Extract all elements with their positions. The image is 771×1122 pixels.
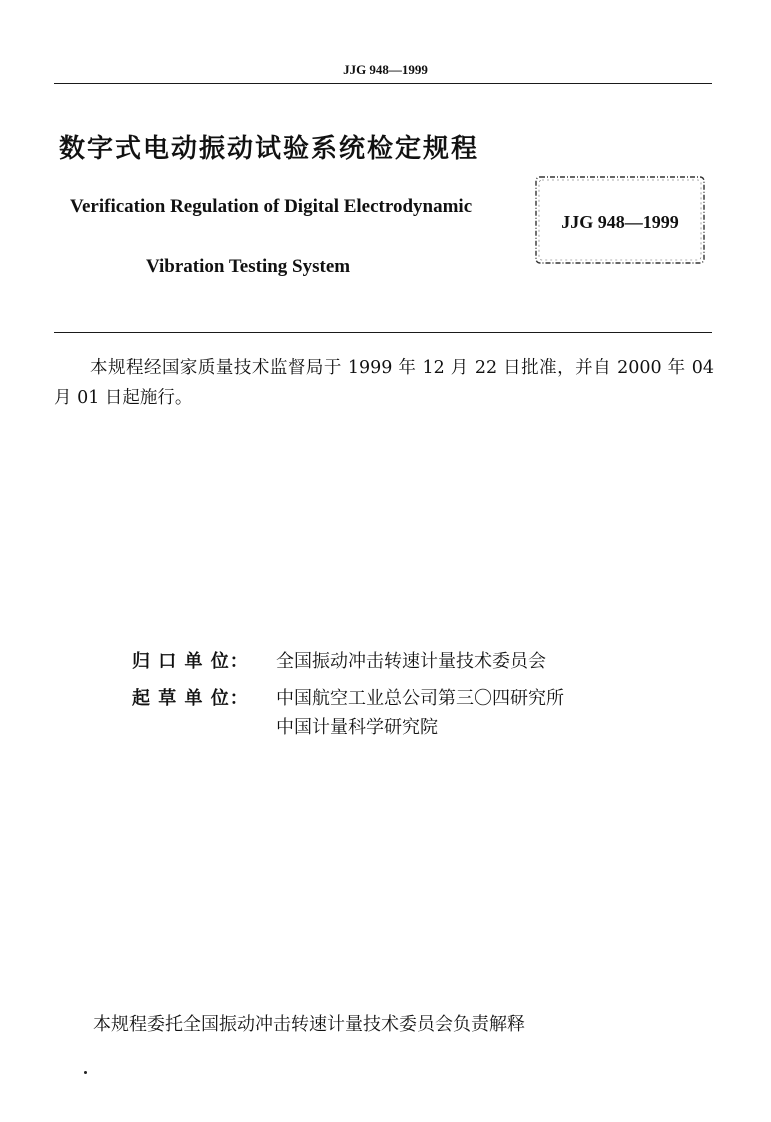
interpretation-note: 本规程委托全国振动冲击转速计量技术委员会负责解释 [93, 1014, 525, 1035]
drafting-unit-label: 起 草 单 位： [132, 688, 249, 709]
responsible-unit-row [132, 647, 546, 673]
drafting-unit-value-1: 中国航空工业总公司第三〇四研究所 [276, 688, 564, 709]
document-code-header: JJG 948—1999 [343, 62, 428, 77]
standard-code-badge [533, 174, 707, 266]
responsible-unit-value: 全国振动冲击转速计量技术委员会 [276, 651, 546, 672]
chinese-title: 数字式电动振动试验系统检定规程 [59, 134, 480, 164]
drafting-unit-row [132, 684, 564, 710]
title-rule [54, 332, 712, 333]
drafting-unit-value-2: 中国计量科学研究院 [276, 717, 438, 738]
badge-code: JJG 948—1999 [561, 212, 679, 232]
header-rule [54, 83, 712, 84]
approval-statement: 本规程经国家质量技术监督局于 1999 年 12 月 22 日批准，并自 2000 年 04 月 01 日起施行。 [54, 358, 714, 408]
english-title-line-2: Vibration Testing System [146, 256, 351, 277]
responsible-unit-label: 归 口 单 位： [132, 651, 249, 672]
scan-speck [84, 1071, 87, 1074]
english-title-line-1: Verification Regulation of Digital Electrodynamic [70, 196, 473, 217]
